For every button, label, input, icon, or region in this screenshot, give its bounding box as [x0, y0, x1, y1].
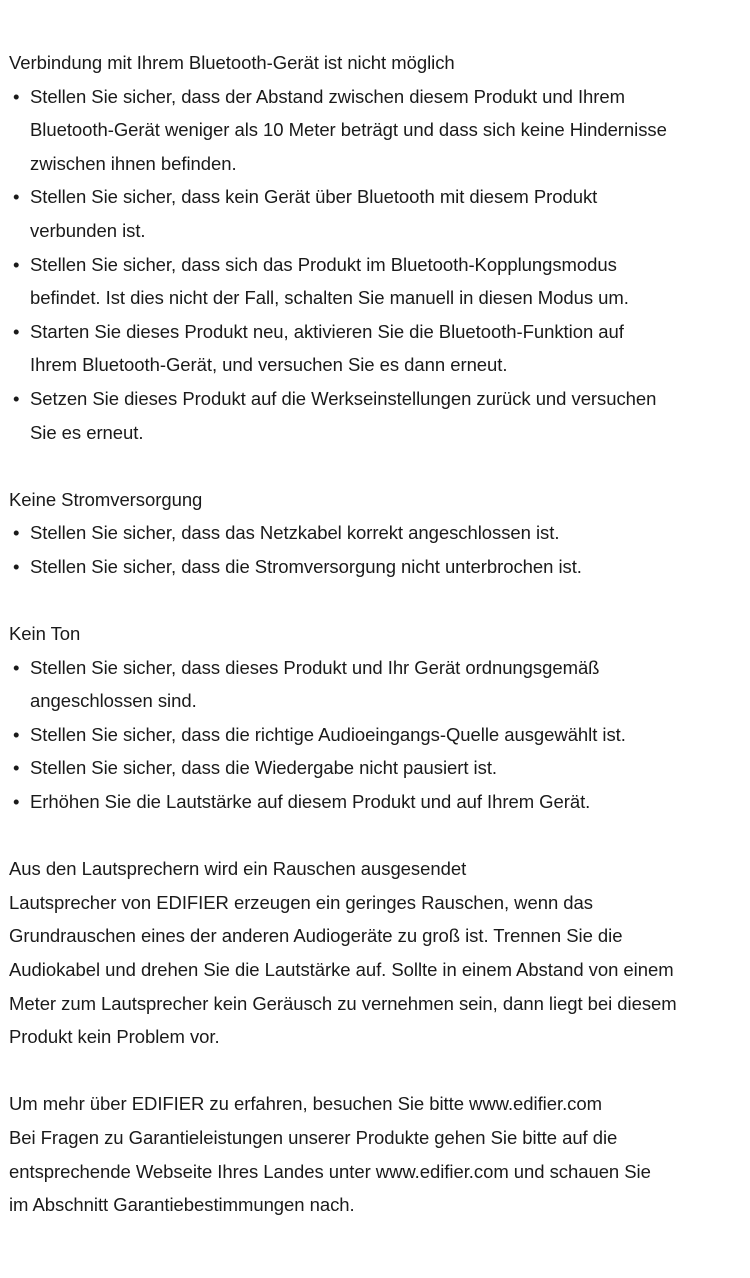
- list-item-text: Stellen Sie sicher, dass kein Gerät über Bluetooth mit diesem Produkt verbunden ist.: [30, 186, 598, 241]
- list-item: [9, 550, 742, 584]
- list-item: [9, 651, 742, 718]
- bullet-icon: •: [13, 186, 20, 208]
- list-item-text: Stellen Sie sicher, dass die Wiedergabe nicht pausiert ist.: [30, 757, 497, 779]
- section-power: [9, 483, 742, 584]
- list-item: [9, 718, 742, 752]
- bullet-icon: •: [13, 656, 20, 678]
- bullet-icon: •: [13, 522, 20, 544]
- bullet-icon: •: [13, 791, 20, 813]
- list-item-text: Erhöhen Sie die Lautstärke auf diesem Produkt und auf Ihrem Gerät.: [30, 791, 591, 813]
- bullet-icon: •: [13, 253, 20, 275]
- list-item: [9, 248, 742, 315]
- list-item-text: Stellen Sie sicher, dass dieses Produkt und Ihr Gerät ordnungsgemäß angeschlossen sind.: [30, 656, 600, 712]
- section-heading: Verbindung mit Ihrem Bluetooth-Gerät ist nicht möglich: [9, 52, 455, 73]
- bullet-list: [9, 80, 742, 450]
- section-no-sound: [9, 617, 742, 819]
- list-item: [9, 751, 742, 785]
- bullet-list: [9, 516, 742, 583]
- list-item: [9, 516, 742, 550]
- list-item: [9, 382, 742, 449]
- footer-info: [9, 1087, 742, 1221]
- section-heading: Keine Stromversorgung: [9, 488, 203, 510]
- section-noise: [9, 852, 742, 1054]
- list-item-text: Starten Sie dieses Produkt neu, aktivieren Sie die Bluetooth-Funktion auf Ihrem Bluetooth-Gerät, und versuchen Sie es dann erneut.: [30, 320, 624, 376]
- section-paragraph: Lautsprecher von EDIFIER erzeugen ein geringes Rauschen, wenn das Grundrauschen eines der anderen Audiogeräte zu groß ist. Trennen Sie die Audiokabel und drehen Sie die Lautstärke auf. Sollte in einem Abstand von einem Meter zum Lautsprecher kein Geräusch zu vernehmen sein, dann liegt bei diesem Produkt kein Problem vor.: [9, 891, 677, 1048]
- list-item-text: Stellen Sie sicher, dass sich das Produkt im Bluetooth-Kopplungsmodus befindet. Ist dies nicht der Fall, schalten Sie manuell in diesen Modus um.: [30, 253, 629, 309]
- bullet-icon: •: [13, 757, 20, 779]
- bullet-icon: •: [13, 85, 20, 107]
- footer-line-website: Um mehr über EDIFIER zu erfahren, besuchen Sie bitte www.edifier.com: [9, 1093, 602, 1115]
- section-heading: Aus den Lautsprechern wird ein Rauschen ausgesendet: [9, 858, 467, 880]
- list-item: [9, 80, 742, 181]
- list-item-text: Stellen Sie sicher, dass die richtige Audioeingangs-Quelle ausgewählt ist.: [30, 723, 626, 745]
- bullet-icon: •: [13, 320, 20, 342]
- bullet-icon: •: [13, 723, 20, 745]
- bullet-list: [9, 651, 742, 819]
- list-item-text: Stellen Sie sicher, dass das Netzkabel korrekt angeschlossen ist.: [30, 522, 560, 544]
- bullet-icon: •: [13, 387, 20, 409]
- section-bluetooth: [9, 46, 742, 449]
- list-item: [9, 180, 742, 247]
- list-item: [9, 785, 742, 819]
- list-item-text: Setzen Sie dieses Produkt auf die Werkseinstellungen zurück und versuchen Sie es erneut.: [30, 387, 657, 443]
- bullet-icon: •: [13, 555, 20, 577]
- section-heading: Kein Ton: [9, 623, 81, 645]
- list-item-text: Stellen Sie sicher, dass der Abstand zwischen diesem Produkt und Ihrem Bluetooth-Gerät weniger als 10 Meter beträgt und dass sich keine Hindernisse zwischen ihnen befinden.: [30, 85, 667, 174]
- footer-line-warranty: Bei Fragen zu Garantieleistungen unserer Produkte gehen Sie bitte auf die entsprechende Webseite Ihres Landes unter www.edifier.com und schauen Sie im Abschnitt Garantiebestimmungen nach.: [9, 1127, 651, 1216]
- list-item: [9, 315, 742, 382]
- list-item-text: Stellen Sie sicher, dass die Stromversorgung nicht unterbrochen ist.: [30, 555, 582, 577]
